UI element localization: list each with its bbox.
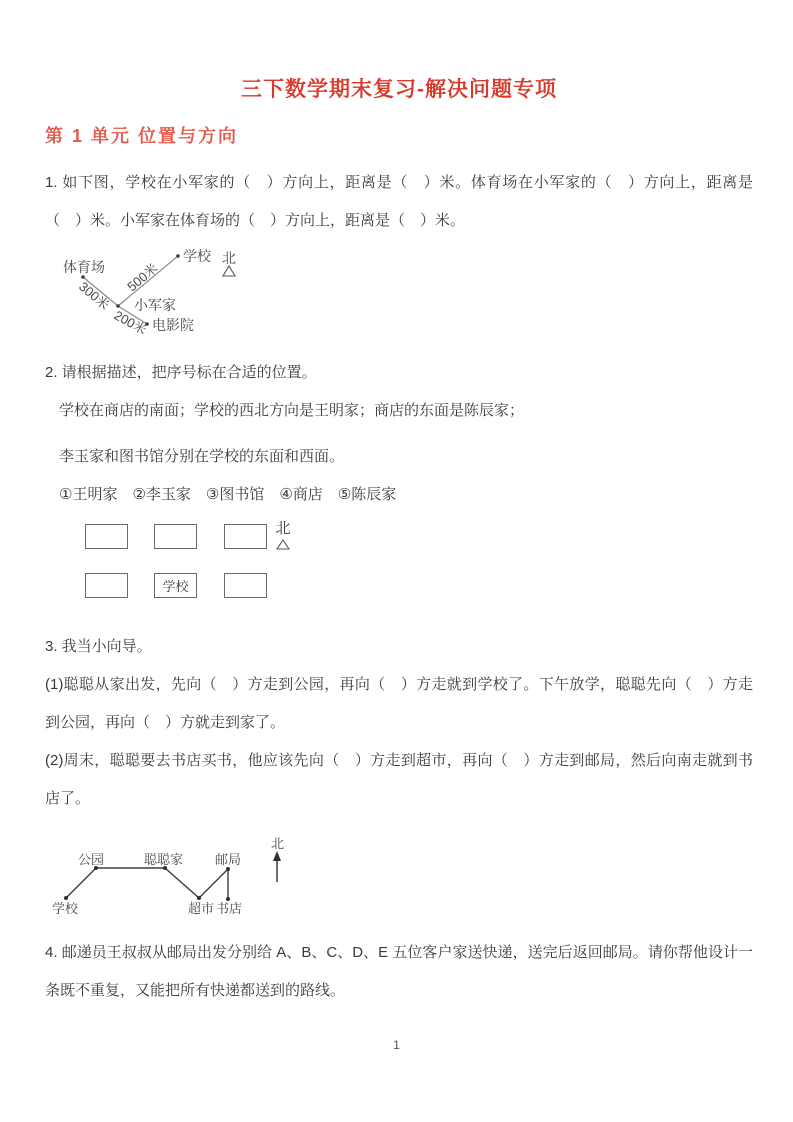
- question-3-part1: (1)聪聪从家出发，先向（ ）方走到公园，再向（ ）方走就到学校了。下午放学，聪聪先向（ ）方走到公园，再向（ ）方就走到家了。: [45, 676, 753, 731]
- section-heading: 第 1 单元 位置与方向: [45, 126, 239, 146]
- q3-route-svg: [45, 830, 345, 920]
- page-title: 三下数学期末复习-解决问题专项: [241, 78, 557, 101]
- question-1-text: 1. 如下图，学校在小军家的（ ）方向上，距离是（ ）米。体育场在小军家的（ ）方向上，距离是（ ）米。小军家在体育场的（ ）方向上，距离是（ ）米。: [45, 174, 753, 229]
- q1-map-svg: [50, 244, 310, 348]
- north-triangle-icon: [276, 539, 290, 550]
- stadium-dot: [81, 275, 85, 279]
- market-dot: [197, 896, 201, 900]
- school-box: [154, 573, 197, 598]
- distance-300-label: 300米: [76, 278, 113, 313]
- school-label: 学校: [52, 901, 79, 916]
- answer-box: [85, 524, 128, 549]
- post-label: 邮局: [215, 852, 242, 867]
- q1-map-diagram: [50, 244, 753, 348]
- school-label: 学校: [183, 248, 211, 264]
- path-school-park: [66, 868, 96, 898]
- home-label: 小军家: [134, 297, 176, 313]
- park-label: 公园: [78, 852, 105, 867]
- bookstore-label: 书店: [216, 901, 243, 916]
- question-2-desc1: 学校在商店的南面；学校的西北方向是王明家；商店的东面是陈辰家；: [59, 402, 525, 419]
- conghome-label: 聪聪家: [144, 852, 184, 867]
- market-label: 超市: [188, 901, 215, 916]
- path-home-market: [165, 868, 199, 898]
- school-box-label: 学校: [162, 579, 189, 594]
- distance-500-label: 500米: [124, 260, 161, 295]
- distance-200-label: 200米: [111, 307, 150, 338]
- answer-box: [224, 524, 267, 549]
- cinema-label: 电影院: [152, 317, 194, 333]
- school-dot: [64, 896, 68, 900]
- north-marker: [271, 520, 295, 554]
- north-label: 北: [222, 250, 236, 266]
- answer-box: [154, 524, 197, 549]
- path-market-post: [199, 869, 228, 898]
- q3-route-diagram: [45, 830, 753, 920]
- q2-grid-diagram: [85, 520, 385, 602]
- answer-box: [85, 573, 128, 598]
- question-2-desc2: 李玉家和图书馆分别在学校的东面和西面。: [59, 448, 345, 465]
- post-dot: [226, 867, 230, 871]
- north-arrow-icon: [273, 851, 281, 861]
- question-4-text: 4. 邮递员王叔叔从邮局出发分别给 A、B、C、D、E 五位客户家送快递，送完后返回邮局。请你帮他设计一条既不重复，又能把所有快递都送到的路线。: [45, 944, 753, 999]
- question-3-part2: (2)周末，聪聪要去书店买书，他应该先向（ ）方走到超市，再向（ ）方走到邮局，然后向南走就到书店了。: [45, 752, 753, 807]
- north-label: 北: [271, 836, 285, 851]
- north-label: 北: [275, 520, 291, 537]
- north-triangle-icon: [223, 266, 235, 276]
- page-number: 1: [393, 1038, 400, 1052]
- stadium-label: 体育场: [63, 259, 105, 275]
- question-3-text: 3. 我当小向导。: [45, 638, 152, 655]
- question-2-options: ①王明家 ②李玉家 ③图书馆 ④商店 ⑤陈辰家: [59, 486, 397, 503]
- question-2-text: 2. 请根据描述，把序号标在合适的位置。: [45, 364, 317, 381]
- school-dot: [176, 254, 180, 258]
- answer-box: [224, 573, 267, 598]
